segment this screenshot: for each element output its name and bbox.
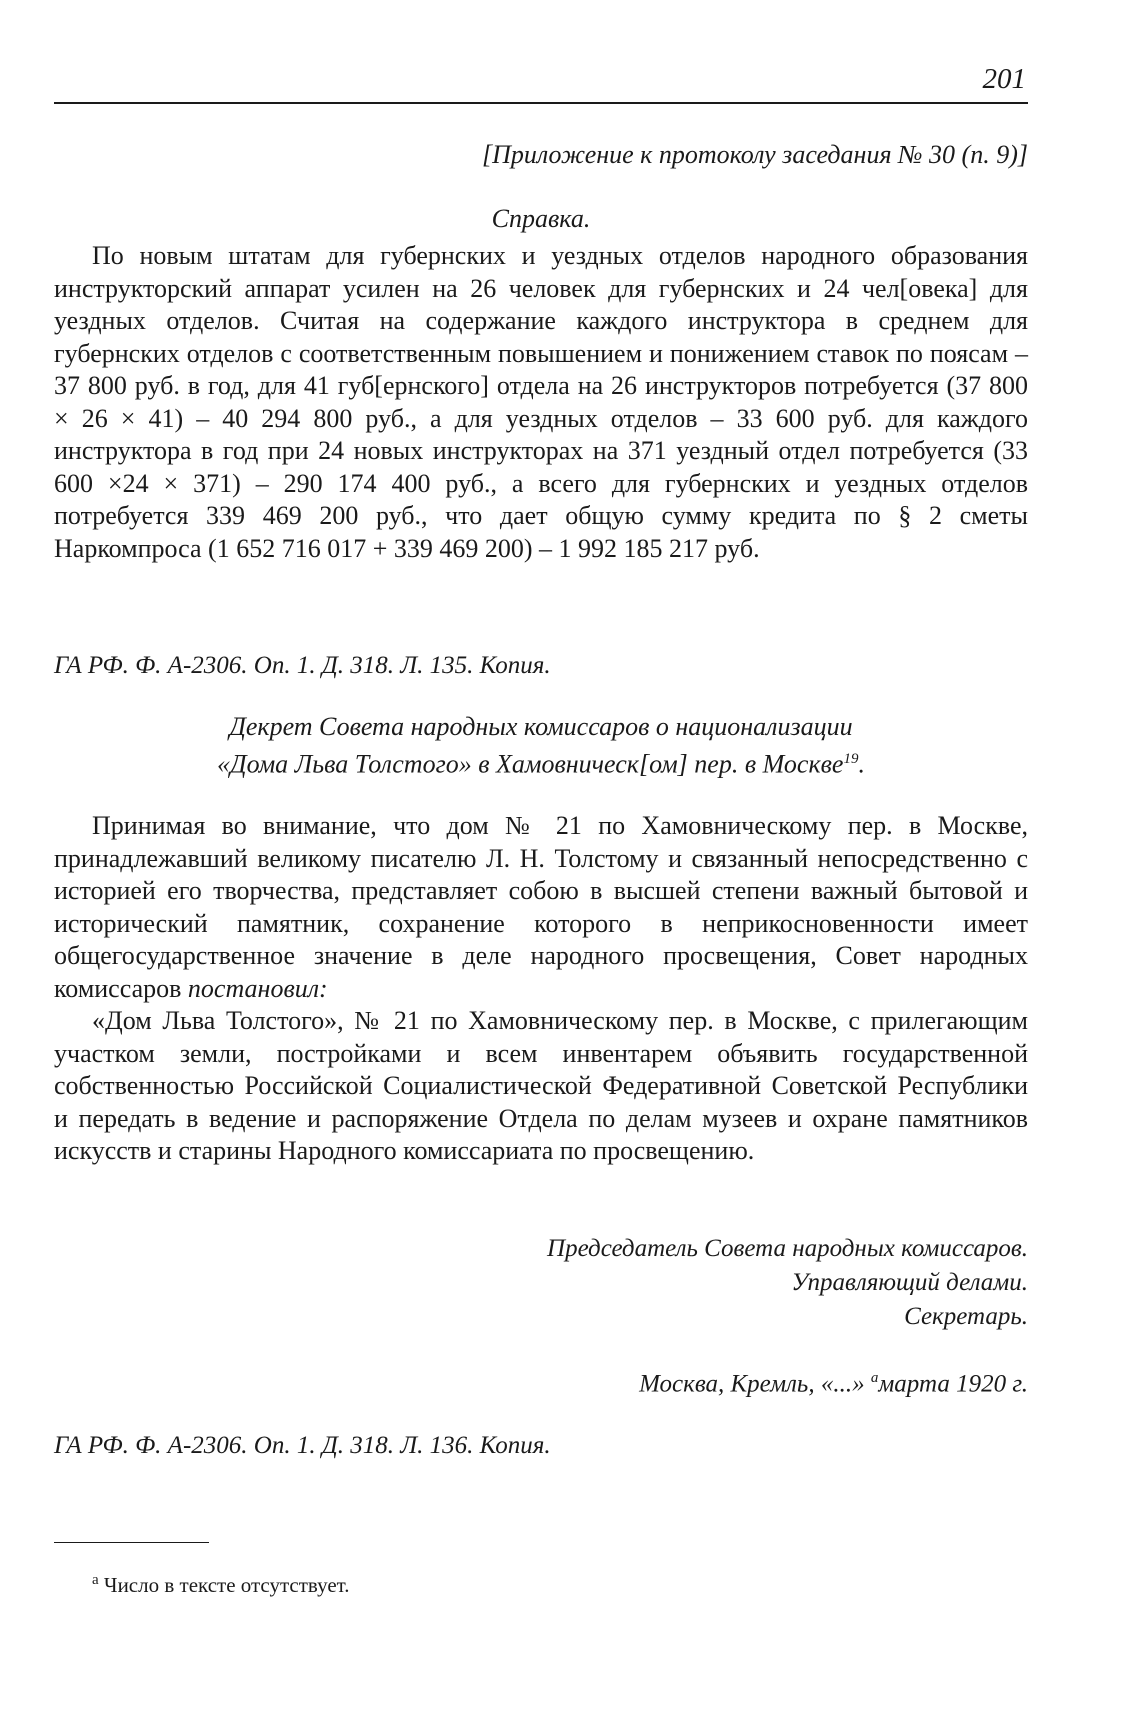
spravka-body (54, 240, 1028, 565)
spravka-title: Справка. (491, 204, 591, 233)
page-number: 201 (982, 63, 1026, 95)
signature-secretary: Секретарь. (904, 1303, 1028, 1330)
decree-title-line1: Декрет Совета народных комиссаров о национализации (229, 712, 853, 741)
appendix-note: [Приложение к протоколу заседания № 30 (п. 9)] (481, 140, 1028, 169)
decree-title (54, 710, 1028, 781)
page-header (54, 62, 1028, 104)
decree-date-suffix: марта 1920 г. (878, 1370, 1028, 1398)
document-page (54, 0, 1028, 1712)
spravka-paragraph: По новым штатам для губернских и уездных отделов народного образования инструкторский аппарат усилен на 26 человек для губернских и 24 чел[овека] для уездных отделов. Считая на содержание каждого инструктора в среднем для губернских отделов с соответственным повышением и понижением ставок по поясам – 37 800 руб. в год, для 41 губ[ернского] отдела на 26 инструкторов потребуется (37 800 × 26 × 41) – 40 294 800 руб., а для уездных отделов – 33 600 руб. для каждого инструктора в год при 24 новых инструкторах на 371 уездный отдел потребуется (33 600 ×24 × 371) – 290 174 400 руб., а всего для губернских и уездных отделов потребуется 339 469 200 руб., что дает общую сумму кредита по § 2 сметы Наркомпроса (1 652 716 017 + 339 469 200) – 1 992 185 217 руб. (54, 241, 1028, 563)
footnote-marker: а (92, 1572, 99, 1588)
footnote-text: Число в тексте отсутствует. (98, 1573, 350, 1597)
decree-paragraph-2: «Дом Льва Толстого», № 21 по Хамовническому пер. в Москве, с прилегающим участком земли, постройками и всем инвентарем объявить государственной собственностью Российской Социалистической Федеративной Советской Республики и передать в ведение и распоряжение Отдела по делам музеев и охране памятников искусств и старины Народного комиссариата по просвещению. (54, 1006, 1028, 1165)
decree-paragraph-1-text: Принимая во внимание, что дом № 21 по Хамовническому пер. в Москве, принадлежавший великому писателю Л. Н. Толстому и связанный непосредственно с историей его творчества, представляет собою в высшей степени важный бытовой и исторический памятник, сохранение которого в неприкосновенности имеет общегосударственное значение в деле народного просвещения, Совет народных комиссаров (54, 811, 1028, 1003)
spravka-source: ГА РФ. Ф. А-2306. Оп. 1. Д. 318. Л. 135. Копия. (54, 652, 551, 679)
signature-chairman: Председатель Совета народных комиссаров. (547, 1235, 1028, 1262)
decree-body (54, 810, 1028, 1168)
decree-date-note-ref: а (870, 1370, 879, 1386)
decree-date (639, 1362, 1028, 1400)
decree-paragraph-1 (54, 810, 1028, 1005)
decree-title-note-ref: 19 (843, 751, 859, 767)
decree-paragraph-1-emph: постановил: (187, 973, 328, 1003)
footnote (92, 1566, 350, 1599)
decree-title-line2: «Дома Льва Толстого» в Хамовническ[ом] пер. в Москве (217, 749, 844, 779)
decree-title-line2-wrap: «Дома Льва Толстого» в Хамовническ[ом] пер. в Москве$^{19}$. (217, 749, 865, 779)
footnote-divider (54, 1542, 209, 1543)
signature-manager: Управляющий делами. (791, 1269, 1028, 1296)
decree-source: ГА РФ. Ф. А-2306. Оп. 1. Д. 318. Л. 136. Копия. (54, 1432, 551, 1459)
decree-date-prefix: Москва, Кремль, «...» (639, 1370, 865, 1398)
